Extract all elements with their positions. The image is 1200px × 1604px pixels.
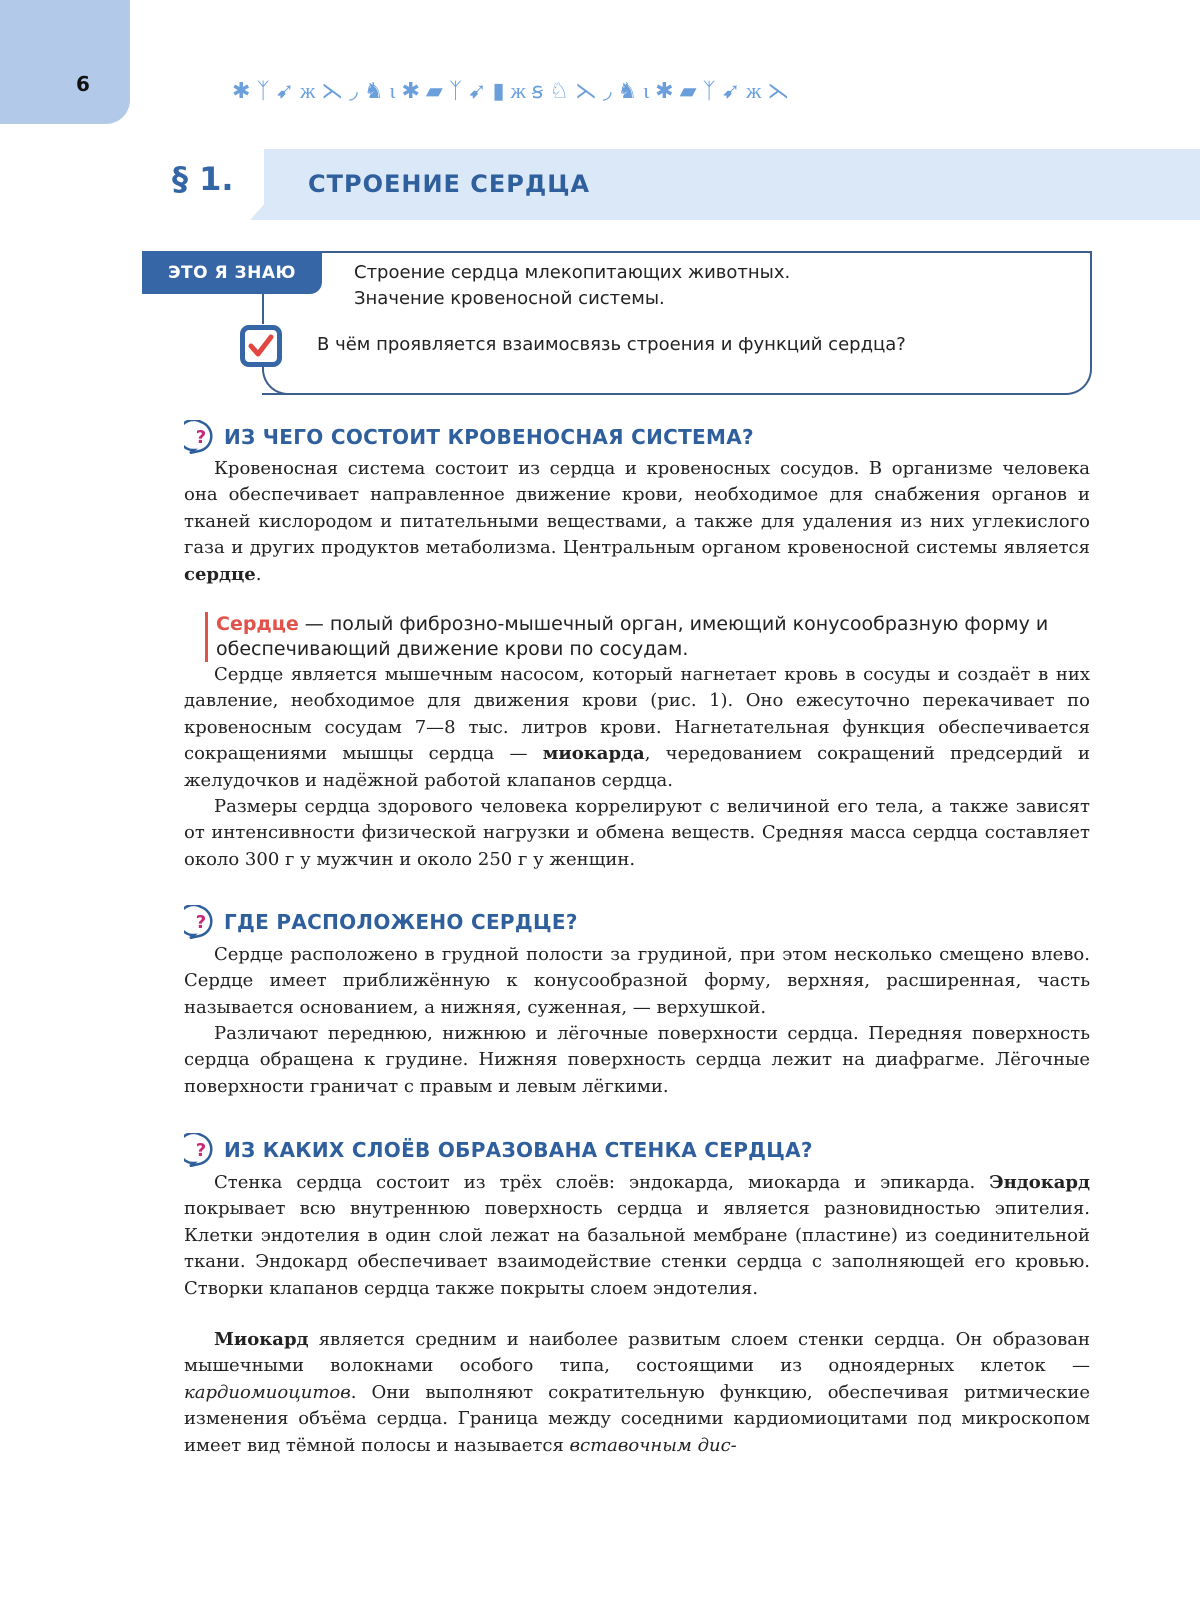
moose-icon: ♞	[617, 78, 640, 103]
moth-icon: ✱	[232, 78, 253, 103]
question-bubble-icon	[184, 1133, 218, 1167]
page-number-tab	[0, 0, 130, 124]
italic-term: вставочным дис-	[569, 1434, 737, 1456]
animal-silhouette-strip	[232, 74, 1092, 104]
section-heading	[184, 420, 754, 454]
body-paragraph: Миокард является средним и наиболее развитым слоем стенки сердца. Он образован мышечными волокнами особого типа, состоящими из одноядерных клеток — кардиомиоцитов. Они выполняют сократительную функцию, обеспечивая ритмические изменения объёма сердца. Граница между соседними кардиомиоцитами под микроскопом имеет вид тёмной полосы и называется вставочным дис-	[184, 1329, 1090, 1456]
swallow-icon: ⋋	[574, 78, 599, 103]
prior-knowledge-line: Значение кровеносной системы.	[354, 288, 665, 309]
question-bubble-icon	[184, 420, 218, 454]
body-paragraph: Сердце расположено в грудной полости за грудиной, при этом несколько смещено влево. Сердце имеет приближённую к конусообразной форму, верхняя, расширенная, часть называется основанием, а нижняя, суженная, — верхушкой.	[184, 944, 1090, 1018]
cat-icon: ᛉ	[256, 78, 272, 103]
body-paragraph: Сердце является мышечным насосом, который нагнетает кровь в сосуды и создаёт в них давление, необходимое для движения крови (рис. 1). Оно ежесуточно перекачивает по кровеносным сосудам 7—8 тыс. литров крови. Нагнетательная функция обеспечивается сокращениями мышцы сердца — миокарда, чередованием сокращений предсердий и желудочков и надёжной работой клапанов сердца.	[184, 664, 1090, 791]
bold-term: Эндокард	[989, 1172, 1090, 1193]
butterfly-icon: ж	[746, 78, 764, 103]
section-heading-text: ИЗ КАКИХ СЛОЁВ ОБРАЗОВАНА СТЕНКА СЕРДЦА?	[224, 1138, 813, 1162]
svg-text:?: ?	[195, 912, 207, 933]
section-heading-text: ИЗ ЧЕГО СОСТОИТ КРОВЕНОСНАЯ СИСТЕМА?	[224, 425, 754, 449]
section-heading	[184, 905, 578, 939]
box-connector-line	[262, 290, 264, 324]
body-paragraph: Стенка сердца состоит из трёх слоёв: эндокарда, миокарда и эпикарда. Эндокард покрывает всю внутреннюю поверхность сердца и является разновидностью эпителия. Клетки эндотелия в один слой лежат на базальной мембране (пластине) из соединительной ткани. Эндокард обеспечивает взаимодействие стенки сердца с заполняющей его кровью. Створки клапанов сердца также покрыты слоем эндотелия.	[184, 1172, 1090, 1299]
question-bubble-icon	[184, 905, 218, 939]
cat-icon: ᛉ	[702, 78, 718, 103]
page-number: 6	[76, 72, 90, 96]
moose-icon: ♞	[363, 78, 386, 103]
svg-text:?: ?	[195, 1140, 207, 1161]
body-paragraph: Кровеносная система состоит из сердца и кровеносных сосудов. В организме человека она обеспечивает направленное движение крови, необходимое для снабжения органов и тканей кислородом и питательными веществами, а также для удаления из них углекислого газа и других продуктов метаболизма. Центральным органом кровеносной системы является сердце.	[184, 458, 1090, 585]
moth-icon: ✱	[401, 78, 422, 103]
cat-icon: ᛉ	[448, 78, 465, 103]
prior-knowledge-line: Строение сердца млекопитающих животных.	[354, 262, 791, 283]
bold-term: Миокард	[214, 1329, 309, 1350]
antelope-icon: ➹	[721, 78, 743, 103]
key-question: В чём проявляется взаимосвязь строения и функций сердца?	[317, 334, 906, 355]
bird-icon: ɩ	[643, 78, 652, 103]
bison-icon: ▮	[492, 78, 507, 103]
bold-term: сердце	[184, 563, 256, 585]
whale-icon: ◞	[602, 78, 614, 103]
bold-term: миокарда	[542, 743, 645, 765]
whale-icon: ◞	[349, 78, 360, 103]
page-title: СТРОЕНИЕ СЕРДЦА	[308, 170, 591, 198]
swallow-icon: ⋋	[321, 78, 346, 103]
prior-knowledge-label: ЭТО Я ЗНАЮ	[142, 251, 322, 294]
bird-icon: ɩ	[389, 78, 398, 103]
definition-term: Сердце	[216, 613, 299, 635]
definition-text: — полый фиброзно-мышечный орган, имеющий конусообразную форму и обеспечивающий движение крови по сосудам.	[216, 613, 1049, 660]
butterfly-icon: ж	[300, 78, 318, 103]
scorpion-icon: ꞩ	[531, 78, 546, 103]
section-number: § 1.	[172, 160, 234, 198]
definition-block	[205, 612, 1106, 662]
antelope-icon: ➹	[275, 78, 297, 103]
italic-term: кардиомиоцитов	[184, 1381, 351, 1403]
swallow-icon: ⋋	[767, 78, 792, 103]
antelope-icon: ➹	[468, 78, 489, 103]
butterfly-icon: ж	[510, 78, 528, 103]
section-heading-text: ГДЕ РАСПОЛОЖЕНО СЕРДЦЕ?	[224, 910, 578, 934]
checkbox-checkmark-icon	[240, 325, 282, 367]
section-heading	[184, 1133, 813, 1167]
svg-text:?: ?	[195, 427, 207, 448]
boar-icon: ▰	[679, 78, 699, 103]
moth-icon: ✱	[655, 78, 676, 103]
body-paragraph: Размеры сердца здорового человека коррелируют с величиной его тела, а также зависят от интенсивности физической нагрузки и обмена веществ. Средняя масса сердца составляет около 300 г у мужчин и около 250 г у женщин.	[184, 796, 1090, 870]
horse-icon: ♘	[549, 78, 571, 103]
body-paragraph: Различают переднюю, нижнюю и лёгочные поверхности сердца. Передняя поверхность сердца обращена к грудине. Нижняя поверхность сердца лежит на диафрагме. Лёгочные поверхности граничат с правым и левым лёгкими.	[184, 1023, 1090, 1097]
boar-icon: ▰	[425, 78, 445, 103]
